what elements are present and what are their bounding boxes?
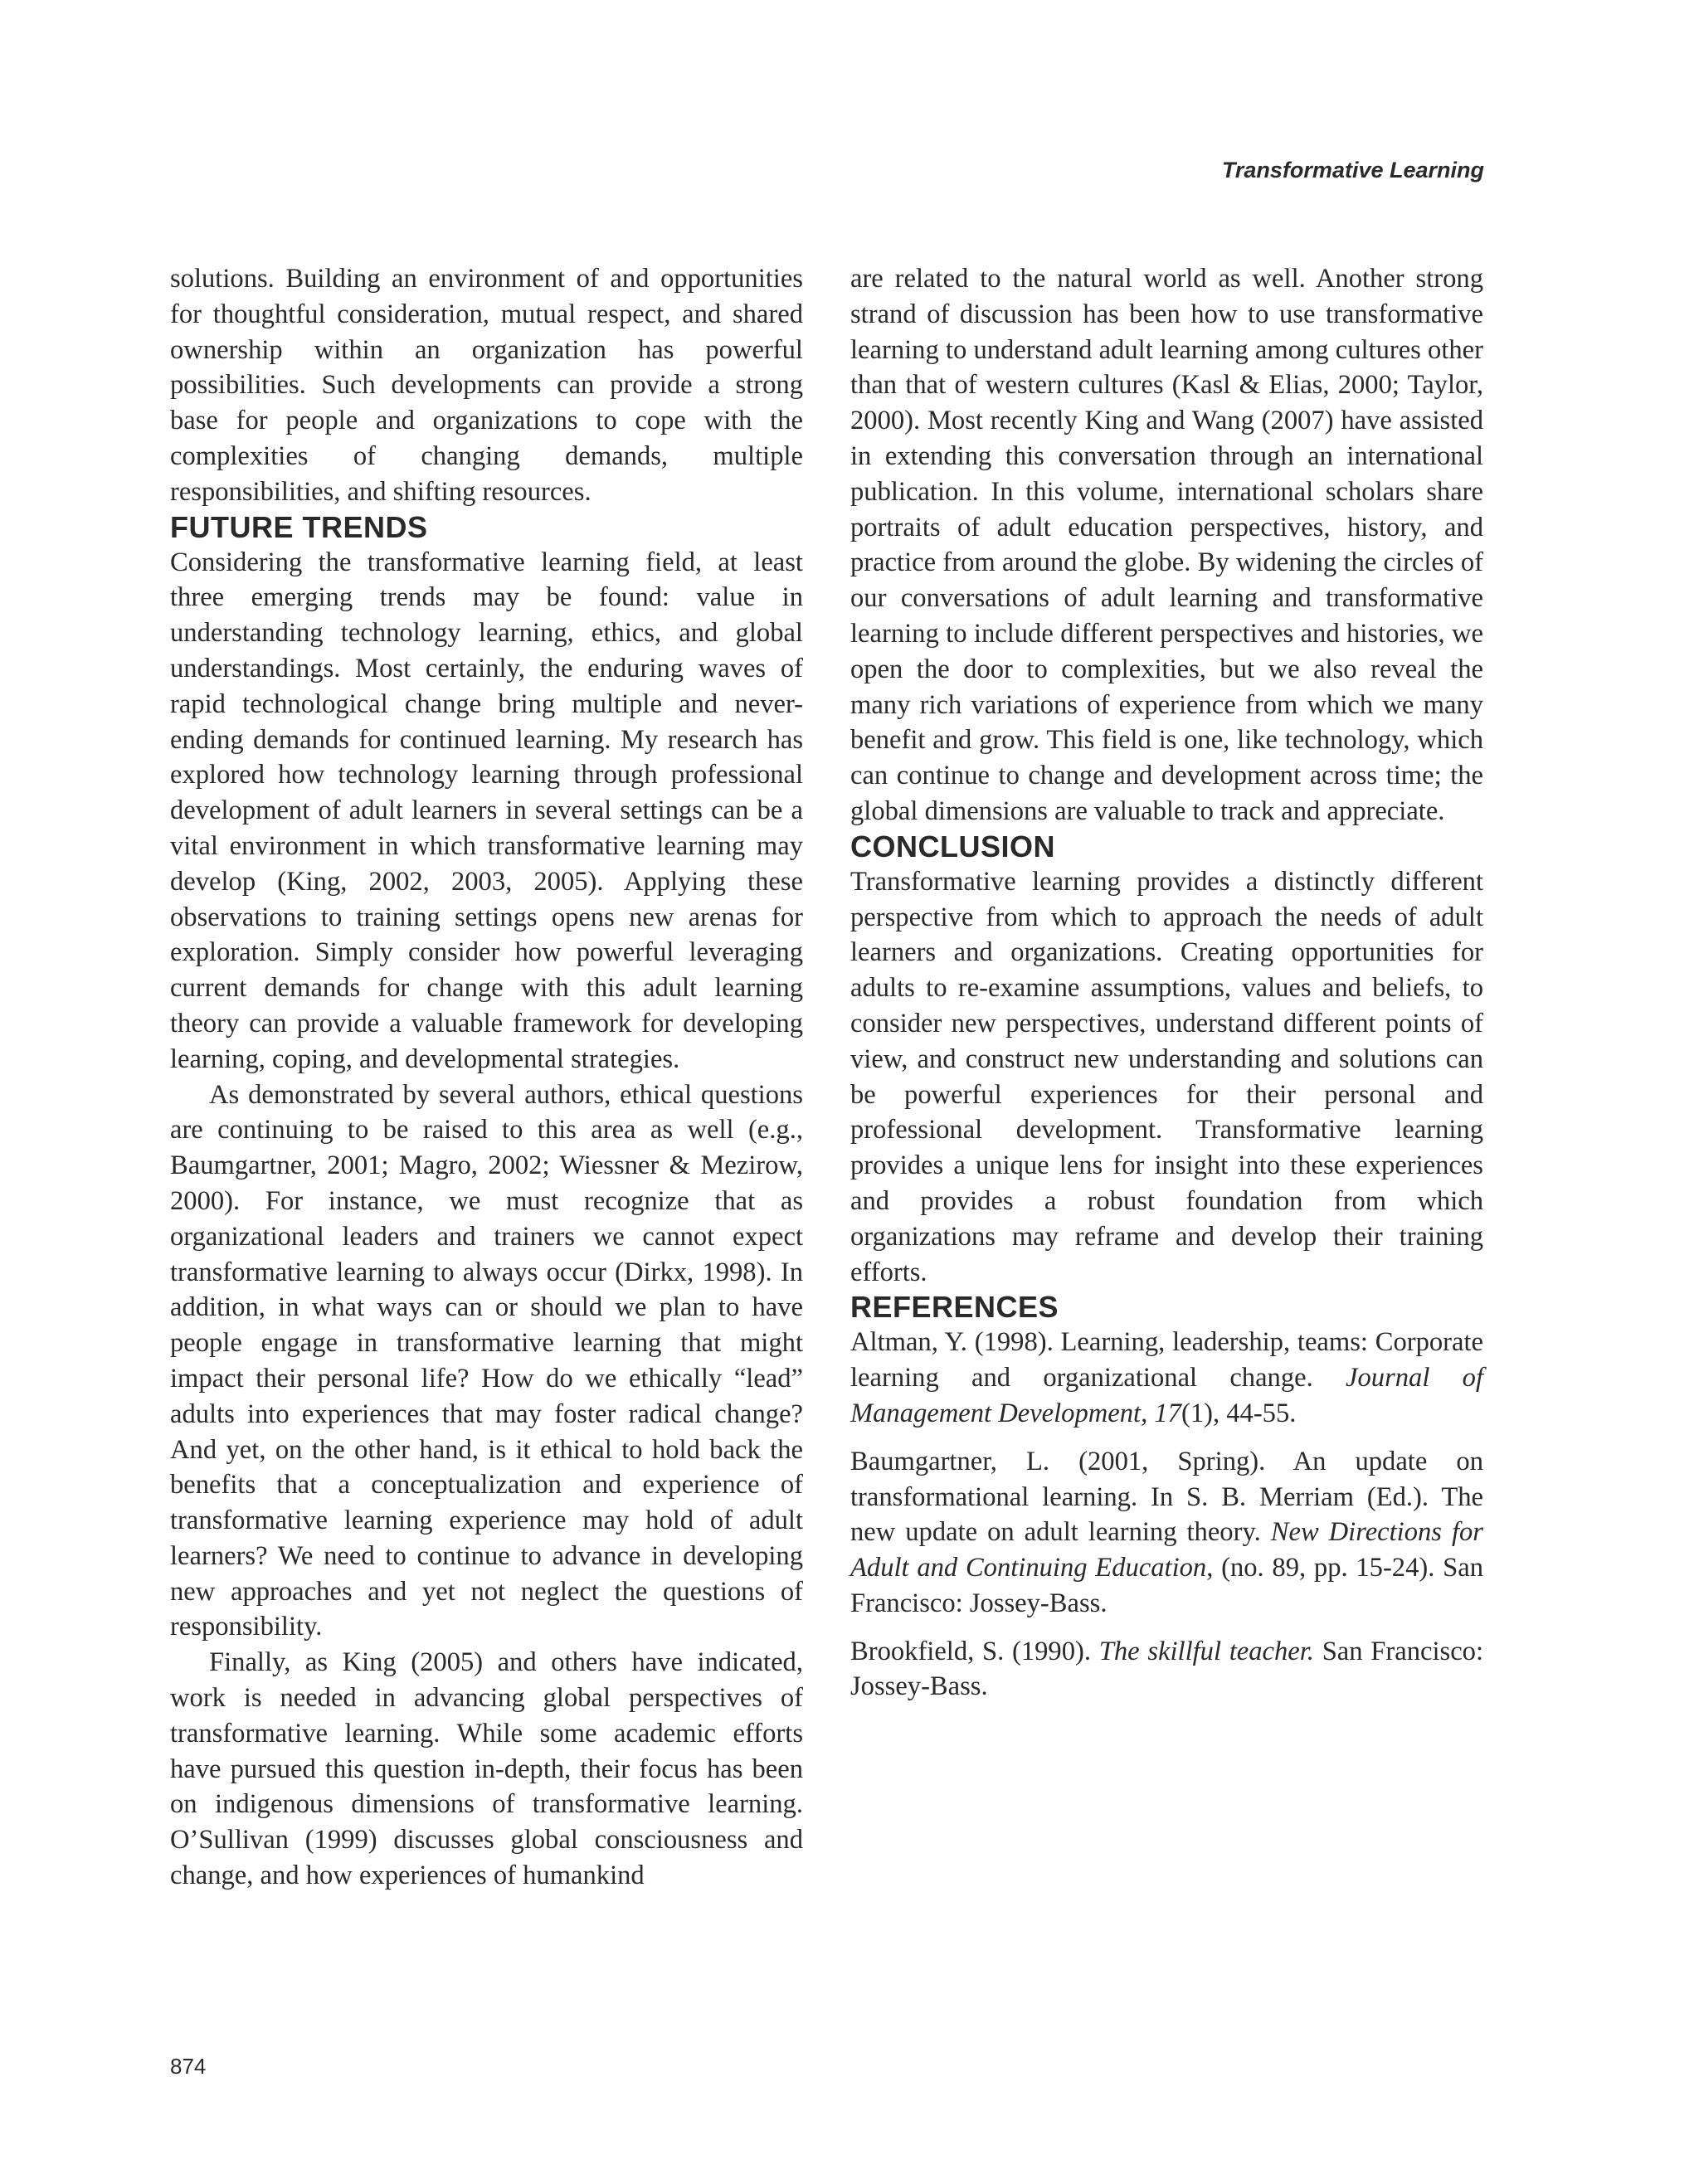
running-header: Transformative Learning	[1221, 158, 1484, 182]
page-number: 874	[170, 2054, 207, 2079]
reference-title: New Directions for Adult and Continuing Education	[850, 1517, 1483, 1583]
left-column	[170, 261, 803, 1894]
reference-entry	[850, 1325, 1483, 1431]
reference-title: The skillful teacher.	[1098, 1636, 1314, 1666]
reference-text: Altman, Y. (1998). Learning, leadership, teams: Corporate learning and organizational change.	[850, 1327, 1483, 1394]
reference-entry	[850, 1444, 1483, 1622]
future-trends-paragraph-3: Finally, as King (2005) and others have indicated, work is needed in advancing global perspectives of transformative learning. While some academic efforts have pursued this question in-depth, their focus has been on indigenous dimensions of transformative learning. O’Sullivan (1999) discusses global consciousness and change, and how experiences of humankind	[170, 1647, 803, 1891]
reference-text: , (no. 89, pp. 15-24). San Francisco: Jossey-Bass.	[850, 1553, 1483, 1618]
reference-text: Brookfield, S. (1990).	[850, 1636, 1099, 1666]
references-heading: REFERENCES	[850, 1290, 1059, 1325]
right-column	[850, 261, 1483, 1717]
reference-entry	[850, 1634, 1483, 1705]
reference-text: Baumgartner, L. (2001, Spring). An update on transformational learning. In S. B. Merriam (Ed.). The new update on adult learning theory.	[850, 1446, 1483, 1548]
reference-text: (1), 44-55.	[1181, 1398, 1297, 1428]
continuation-paragraph: are related to the natural world as well. Another strong strand of discussion has been how to use transformative learning to understand adult learning among cultures other than that of western cultures (Kasl & Elias, 2000; Taylor, 2000). Most recently King and Wang (2007) have assisted in extending this conversation through an international publication. In this volume, international scholars share portraits of adult education perspectives, history, and practice from around the globe. By widening the circles of our conversations of adult learning and transformative learning to include different perspectives and histories, we open the door to complexities, but we also reveal the many rich variations of experience from which we many benefit and grow. This field is one, like technology, which can continue to change and development across time; the global dimensions are valuable to track and appreciate.	[850, 264, 1483, 826]
reference-text: San Francisco: Jossey-Bass.	[850, 1636, 1483, 1702]
conclusion-paragraph: Transformative learning provides a distinctly different perspective from which to approach the needs of adult learners and organizations. Creating opportunities for adults to re-examine assumptions, values and beliefs, to consider new perspectives, understand different points of view, and construct new understanding and solutions can be powerful experiences for their personal and professional development. Transformative learning provides a unique lens for insight into these experiences and provides a robust foundation from which organizations may reframe and develop their training efforts.	[850, 866, 1483, 1287]
reference-title: Journal of Management Development, 17	[850, 1363, 1483, 1428]
future-trends-paragraph-1: Considering the transformative learning field, at least three emerging trends may be found: value in understanding technology learning, ethics, and global understandings. Most certainly, the enduring waves of rapid technological change bring multiple and never-ending demands for continued learning. My research has explored how technology learning through professional development of adult learners in several settings can be a vital environment in which transformative learning may develop (King, 2002, 2003, 2005). Applying these observations to training settings opens new arenas for exploration. Simply consider how powerful leveraging current demands for change with this adult learning theory can provide a valuable framework for developing learning, coping, and developmental strategies.	[170, 547, 803, 1074]
conclusion-heading: CONCLUSION	[850, 829, 1055, 863]
intro-paragraph: solutions. Building an environment of and opportunities for thoughtful consideration, mutual respect, and shared ownership within an organization has powerful possibilities. Such developments can provide a strong base for people and organizations to cope with the complexities of changing demands, multiple responsibilities, and shifting resources.	[170, 264, 803, 507]
future-trends-paragraph-2: As demonstrated by several authors, ethical questions are continuing to be raised to this area as well (e.g., Baumgartner, 2001; Magro, 2002; Wiessner & Mezirow, 2000). For instance, we must recognize that as organizational leaders and trainers we cannot expect transformative learning to always occur (Dirkx, 1998). In addition, in what ways can or should we plan to have people engage in transformative learning that might impact their personal life? How do we ethically “lead” adults into experiences that may foster radical change? And yet, on the other hand, is it ethical to hold back the benefits that a conceptualization and experience of transformative learning experience may hold of adult learners? We need to continue to advance in developing new approaches and yet not neglect the questions of responsibility.	[170, 1079, 803, 1642]
future-trends-heading: FUTURE TRENDS	[170, 509, 428, 544]
